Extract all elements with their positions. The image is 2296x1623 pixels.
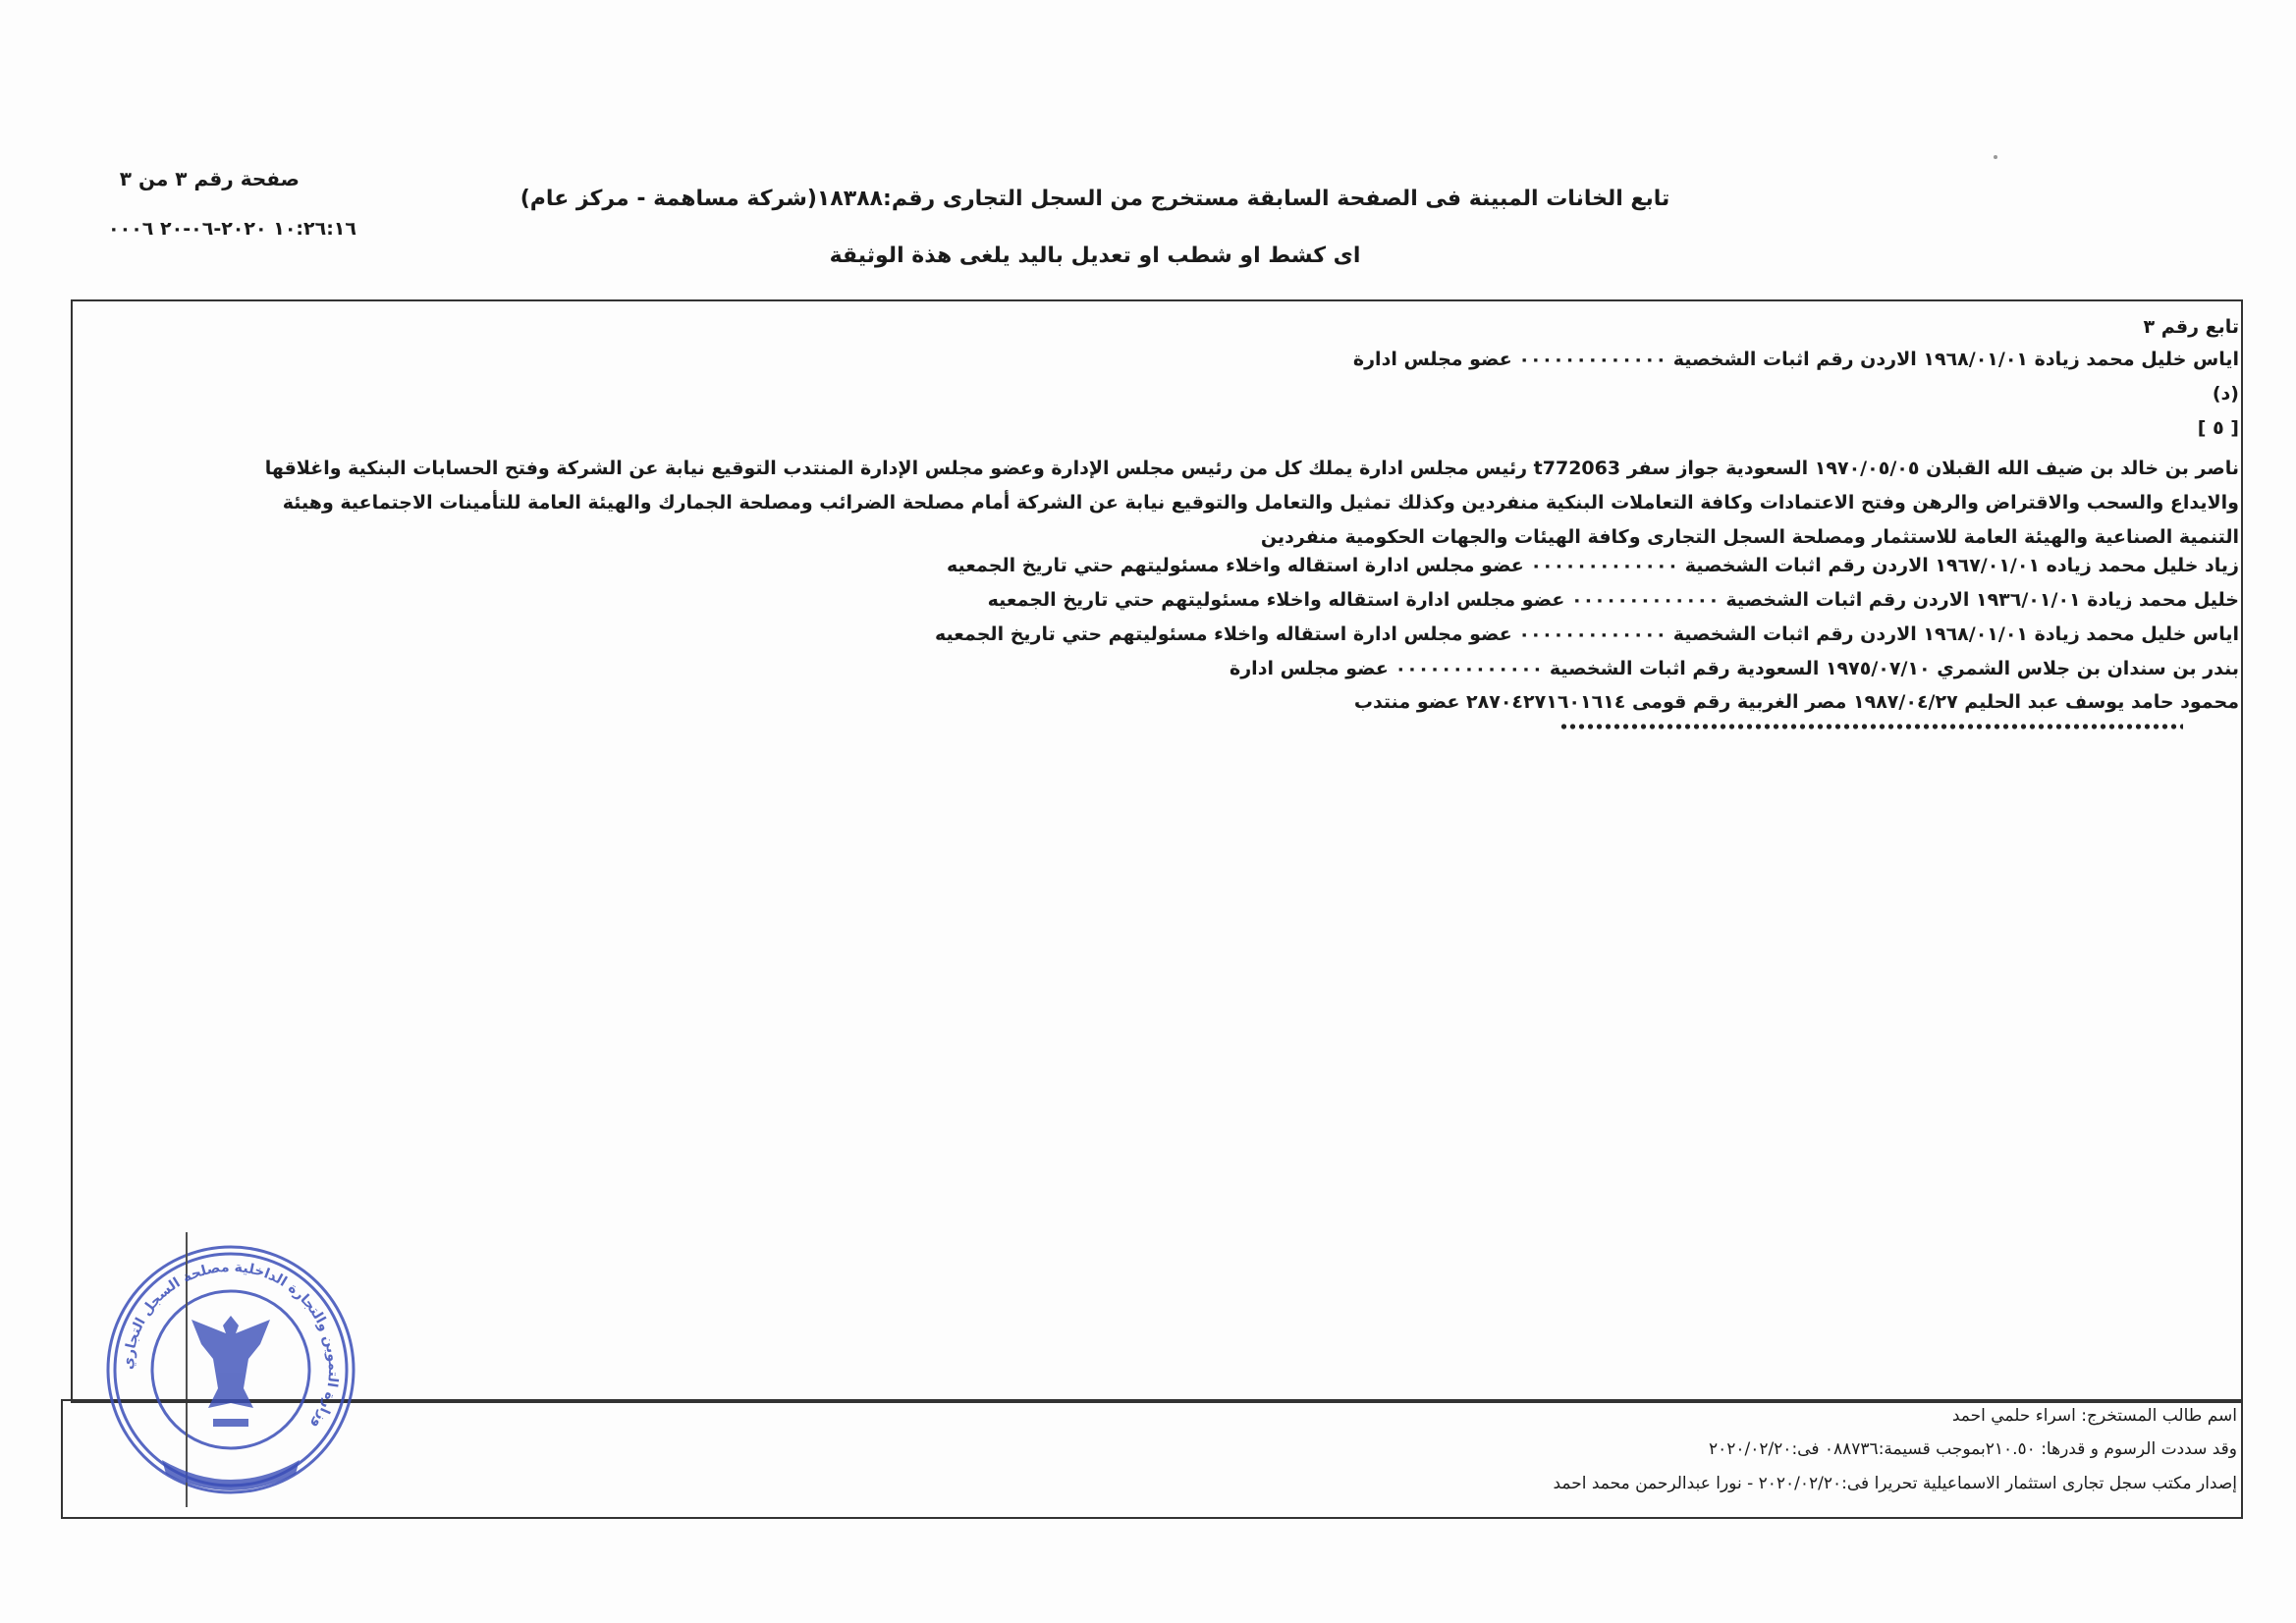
eagle-seal-icon xyxy=(93,1232,368,1507)
alteration-warning: اى كشط او شطب او تعديل باليد يلغى هذة الوثيقة xyxy=(829,243,1361,268)
official-stamp xyxy=(93,1232,368,1507)
document-title: تابع الخانات المبينة فى الصفحة السابقة مستخرج من السجل التجارى رقم:١٨٣٨٨(شركة مساهمة - مركز عام) xyxy=(519,187,1670,211)
footer-frame xyxy=(61,1399,2243,1519)
resigned-member-line: خليل محمد زيادة ١٩٣٦/٠١/٠١ الاردن رقم اثبات الشخصية ٠٠٠٠٠٠٠٠٠٠٠٠٠ عضو مجلس ادارة استقاله واخلاء مسئوليتهم حتي تاريخ الجمعيه xyxy=(987,589,2239,611)
section-letter: (د) xyxy=(2212,383,2239,405)
issuing-office: إصدار مكتب سجل تجارى استثمار الاسماعيلية تحريرا فى:٢٠٢٠/٠٢/٢٠ - نورا عبدالرحمن محمد احمد xyxy=(1553,1474,2237,1493)
page-number: صفحة رقم ٣ من ٣ xyxy=(119,167,300,190)
resigned-member-line: اياس خليل محمد زيادة ١٩٦٨/٠١/٠١ الاردن رقم اثبات الشخصية ٠٠٠٠٠٠٠٠٠٠٠٠٠ عضو مجلس ادارة استقاله واخلاء مسئوليتهم حتي تاريخ الجمعيه xyxy=(935,623,2239,645)
managing-director-line: محمود حامد يوسف عبد الحليم ١٩٨٧/٠٤/٢٧ مصر الغربية رقم قومى ٢٨٧٠٤٢٧١٦٠١٦١٤ عضو منتدب xyxy=(1353,691,2239,713)
continuation-label: تابع رقم ٣ xyxy=(2143,316,2239,338)
scan-speck xyxy=(1994,155,1997,159)
chairman-paragraph: ناصر بن خالد بن ضيف الله القبلان ١٩٧٠/٠٥/٠٥ السعودية جواز سفر t772063 رئيس مجلس ادارة يملك كل من رئيس مجلس الإدارة وعضو مجلس الإدارة المنتدب التوقيع نيابة عن الشركة وفتح الحسابات البنكية واغلاقها والايداع والسحب والاقتراض والرهن وفتح الاعتمادات وكافة التعاملات البنكية منفردين وكذلك تمثيل والتعامل والتوقيع نيابة عن الشركة أمام مصلحة الضرائب ومصلحة الجمارك والهيئة العامة للتأمينات الاجتماعية وهيئة التنمية الصناعية والهيئة العامة للاستثمار ومصلحة السجل التجارى وكافة الهيئات والجهات الحكومية منفردين xyxy=(264,458,2239,548)
stamp-ring-text: وزارة التموين والتجارة الداخلية مصلحة السجل التجاري xyxy=(120,1259,342,1433)
section-number: [ ٥ ] xyxy=(2197,417,2239,439)
requester-name: اسم طالب المستخرج: اسراء حلمي احمد xyxy=(1951,1406,2237,1426)
fees-paid: وقد سددت الرسوم و قدرها: ٢١٠.٥٠بموجب قسيمة:٠٨٨٧٣٦ فى:٢٠٢٠/٠٢/٢٠ xyxy=(1708,1439,2237,1459)
end-dotted-line xyxy=(1559,722,2183,731)
board-member-line: بندر بن سندان بن جلاس الشمري ١٩٧٥/٠٧/١٠ السعودية رقم اثبات الشخصية ٠٠٠٠٠٠٠٠٠٠٠٠٠ عضو مجلس ادارة xyxy=(1230,658,2239,679)
board-member-line: اياس خليل محمد زيادة ١٩٦٨/٠١/٠١ الاردن رقم اثبات الشخصية ٠٠٠٠٠٠٠٠٠٠٠٠٠ عضو مجلس ادارة xyxy=(1352,349,2239,370)
timestamp: ١٠:٢٦:١٦ ٢٠٢٠-٠٦-٢٠ ٠٠٠٦ xyxy=(108,218,356,240)
resigned-member-line: زياد خليل محمد زياده ١٩٦٧/٠١/٠١ الاردن رقم اثبات الشخصية ٠٠٠٠٠٠٠٠٠٠٠٠٠ عضو مجلس ادارة استقاله واخلاء مسئوليتهم حتي تاريخ الجمعيه xyxy=(947,555,2239,576)
